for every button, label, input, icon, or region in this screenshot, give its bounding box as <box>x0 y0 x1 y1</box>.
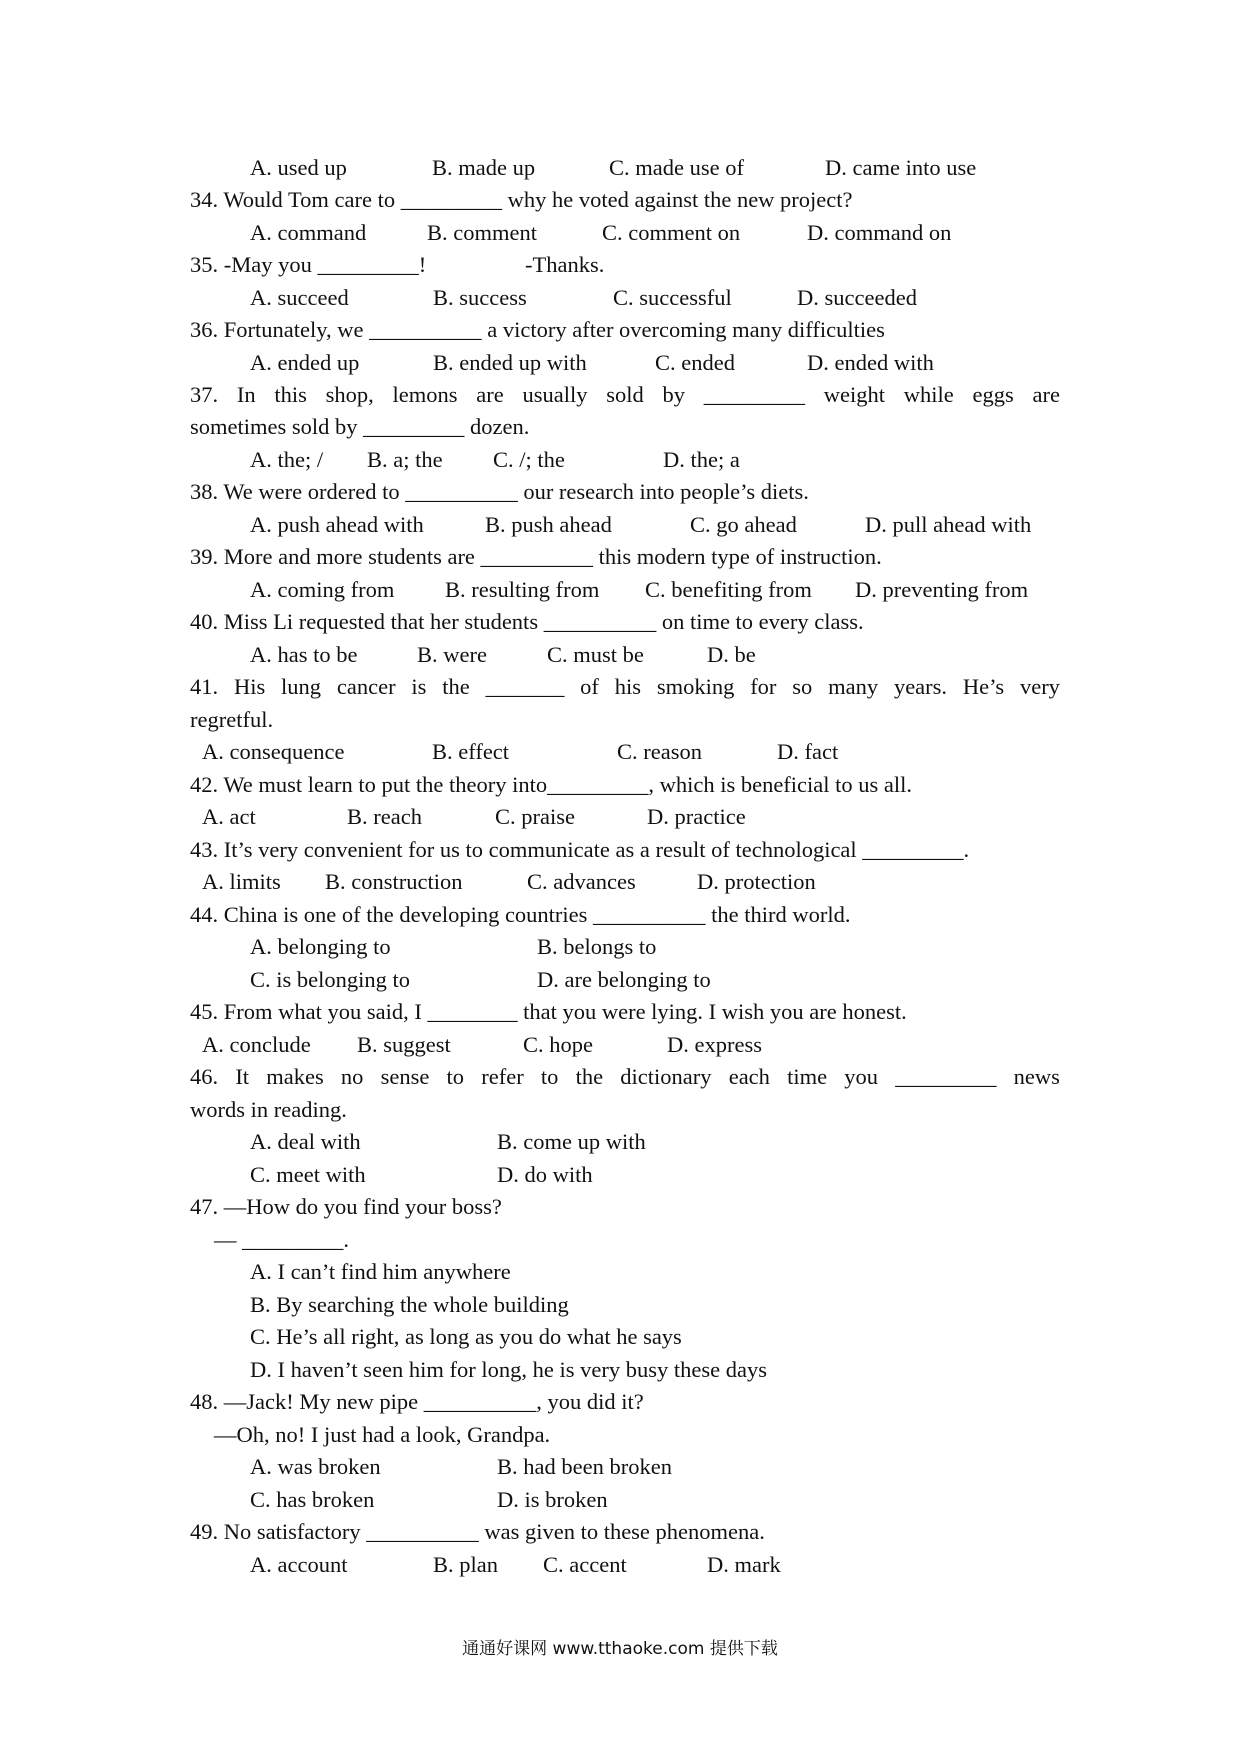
q41-word: the <box>442 674 470 699</box>
q43-option-b: B. construction <box>325 869 463 894</box>
q37-option-b: B. a; the <box>367 447 443 472</box>
q37-blank: _________ <box>703 382 806 407</box>
q38-stem: 38. We were ordered to __________ our research into people’s diets. <box>190 479 809 504</box>
q45-option-c: C. hope <box>523 1032 593 1057</box>
q46-word: makes <box>266 1064 324 1089</box>
q33-option-b: B. made up <box>432 155 536 180</box>
q49-options <box>190 1550 1060 1580</box>
q46-option-d: D. do with <box>497 1162 593 1187</box>
q35-stem-line <box>190 250 1060 280</box>
q41-word: 41. <box>190 674 219 699</box>
q48-reply-line <box>190 1420 1060 1450</box>
q48-options-row1 <box>190 1452 1060 1482</box>
q46-option-b: B. come up with <box>497 1129 646 1154</box>
q37-option-c: C. /; the <box>493 447 565 472</box>
q48-option-a: A. was broken <box>250 1454 381 1479</box>
q46-word: no <box>340 1064 364 1089</box>
q43-option-d: D. protection <box>697 869 816 894</box>
q44-option-a: A. belonging to <box>250 934 391 959</box>
q34-option-b: B. comment <box>427 220 537 245</box>
q35-reply: -Thanks. <box>525 252 605 277</box>
q49-option-c: C. accent <box>543 1552 627 1577</box>
q33-option-c: C. made use of <box>609 155 744 180</box>
q41-stem-line2: regretful. <box>190 707 274 732</box>
q44-options-row1 <box>190 932 1060 962</box>
q47-option-b-line <box>190 1290 1060 1320</box>
q33-option-a: A. used up <box>250 155 347 180</box>
q41-option-d: D. fact <box>777 739 839 764</box>
q42-stem: 42. We must learn to put the theory into_________, which is beneficial to us all. <box>190 772 913 797</box>
q37-options <box>190 445 1060 475</box>
q37-stem-line1 <box>190 380 1060 410</box>
q47-option-d: D. I haven’t seen him for long, he is very busy these days <box>250 1357 767 1382</box>
q37-word: lemons <box>392 382 458 407</box>
q42-options <box>190 802 1060 832</box>
q46-word: each <box>728 1064 770 1089</box>
q46-options-row1 <box>190 1127 1060 1157</box>
q42-option-c: C. praise <box>495 804 575 829</box>
q37-word: In <box>236 382 256 407</box>
q48-options-row2 <box>190 1485 1060 1515</box>
q46-stem-line2: words in reading. <box>190 1097 347 1122</box>
q41-word: his <box>614 674 642 699</box>
q41-word: lung <box>281 674 322 699</box>
q33-options <box>190 153 1060 183</box>
q43-option-a: A. limits <box>202 869 281 894</box>
q37-word: shop, <box>325 382 374 407</box>
q36-option-b: B. ended up with <box>433 350 587 375</box>
q36-option-c: C. ended <box>655 350 735 375</box>
q47-reply: — _________. <box>214 1227 349 1252</box>
q44-option-c: C. is belonging to <box>250 967 411 992</box>
q45-stem: 45. From what you said, I ________ that you were lying. I wish you are honest. <box>190 999 907 1024</box>
q42-option-b: B. reach <box>347 804 422 829</box>
q46-word: to <box>446 1064 465 1089</box>
q41-blank: _______ <box>485 674 565 699</box>
q37-option-a: A. the; / <box>250 447 324 472</box>
q47-option-a: A. I can’t find him anywhere <box>250 1259 511 1284</box>
q41-option-b: B. effect <box>432 739 510 764</box>
q35-option-a: A. succeed <box>250 285 349 310</box>
q40-option-d: D. be <box>707 642 756 667</box>
q46-option-a: A. deal with <box>250 1129 361 1154</box>
q38-option-d: D. pull ahead with <box>865 512 1032 537</box>
q33-option-d: D. came into use <box>825 155 977 180</box>
q44-stem: 44. China is one of the developing countries __________ the third world. <box>190 902 851 927</box>
q48-option-b: B. had been broken <box>497 1454 672 1479</box>
q38-option-a: A. push ahead with <box>250 512 424 537</box>
q46-word: to <box>540 1064 559 1089</box>
q41-word: many <box>828 674 879 699</box>
q37-word: while <box>903 382 954 407</box>
q39-option-b: B. resulting from <box>445 577 600 602</box>
q37-word: this <box>274 382 307 407</box>
q36-options <box>190 348 1060 378</box>
q42-option-d: D. practice <box>647 804 746 829</box>
q37-word: by <box>662 382 686 407</box>
q46-word: news <box>1013 1064 1060 1089</box>
q37-word: eggs <box>972 382 1014 407</box>
q37-word: are <box>1032 382 1060 407</box>
q46-word: the <box>575 1064 604 1089</box>
q46-word: sense <box>380 1064 430 1089</box>
q36-stem: 36. Fortunately, we __________ a victory after overcoming many difficulties <box>190 317 885 342</box>
q41-word: for <box>750 674 777 699</box>
q46-word: you <box>844 1064 879 1089</box>
q49-option-a: A. account <box>250 1552 348 1577</box>
q40-option-a: A. has to be <box>250 642 358 667</box>
q37-word: weight <box>823 382 886 407</box>
q41-word: of <box>580 674 599 699</box>
q49-option-b: B. plan <box>433 1552 498 1577</box>
q37-word: are <box>476 382 504 407</box>
q40-option-c: C. must be <box>547 642 644 667</box>
q48-reply: —Oh, no! I just had a look, Grandpa. <box>214 1422 551 1447</box>
q46-word: time <box>787 1064 828 1089</box>
q41-word: His <box>233 674 266 699</box>
q41-option-a: A. consequence <box>202 739 345 764</box>
q46-word: dictionary <box>620 1064 712 1089</box>
q34-option-d: D. command on <box>807 220 952 245</box>
q37-word: usually <box>522 382 588 407</box>
q36-option-d: D. ended with <box>807 350 934 375</box>
q47-option-c: C. He’s all right, as long as you do what he says <box>250 1324 682 1349</box>
q47-option-a-line <box>190 1257 1060 1287</box>
q36-option-a: A. ended up <box>250 350 360 375</box>
q40-stem: 40. Miss Li requested that her students __________ on time to every class. <box>190 609 864 634</box>
q44-option-d: D. are belonging to <box>537 967 711 992</box>
q43-options <box>190 867 1060 897</box>
q35-option-c: C. successful <box>613 285 732 310</box>
q34-option-a: A. command <box>250 220 367 245</box>
q40-options <box>190 640 1060 670</box>
q35-options <box>190 283 1060 313</box>
q35-option-b: B. success <box>433 285 527 310</box>
q47-option-c-line <box>190 1322 1060 1352</box>
q35-stem: 35. -May you _________! <box>190 252 427 277</box>
q37-stem-line2: sometimes sold by _________ dozen. <box>190 414 530 439</box>
q41-word: is <box>411 674 427 699</box>
q41-options <box>190 737 1060 767</box>
q41-word: He’s <box>962 674 1005 699</box>
q46-blank: _________ <box>895 1064 997 1089</box>
q46-word: refer <box>481 1064 524 1089</box>
q41-stem-line1 <box>190 672 1060 702</box>
q46-option-c: C. meet with <box>250 1162 366 1187</box>
q49-option-d: D. mark <box>707 1552 781 1577</box>
q46-options-row2 <box>190 1160 1060 1190</box>
q37-word: 37. <box>190 382 219 407</box>
q39-option-d: D. preventing from <box>855 577 1029 602</box>
q41-word: years. <box>893 674 948 699</box>
q45-option-b: B. suggest <box>357 1032 451 1057</box>
q38-option-b: B. push ahead <box>485 512 612 537</box>
q45-option-d: D. express <box>667 1032 762 1057</box>
q48-stem: 48. —Jack! My new pipe __________, you did it? <box>190 1389 644 1414</box>
q47-reply-line <box>190 1225 1060 1255</box>
page-footer: 通通好课网 www.tthaoke.com 提供下载 <box>462 1639 778 1659</box>
q34-stem: 34. Would Tom care to _________ why he voted against the new project? <box>190 187 853 212</box>
q43-stem: 43. It’s very convenient for us to communicate as a result of technological _________. <box>190 837 970 862</box>
q41-word: smoking <box>656 674 735 699</box>
q35-option-d: D. succeeded <box>797 285 917 310</box>
q42-option-a: A. act <box>202 804 256 829</box>
q41-option-c: C. reason <box>617 739 702 764</box>
q39-stem: 39. More and more students are __________ this modern type of instruction. <box>190 544 882 569</box>
q47-option-b: B. By searching the whole building <box>250 1292 569 1317</box>
q38-options <box>190 510 1060 540</box>
q39-options <box>190 575 1060 605</box>
q48-option-d: D. is broken <box>497 1487 608 1512</box>
q44-option-b: B. belongs to <box>537 934 657 959</box>
q47-stem: 47. —How do you find your boss? <box>190 1194 502 1219</box>
q41-word: very <box>1019 674 1060 699</box>
q47-option-d-line <box>190 1355 1060 1385</box>
q48-option-c: C. has broken <box>250 1487 375 1512</box>
q45-option-a: A. conclude <box>202 1032 311 1057</box>
q34-options <box>190 218 1060 248</box>
q45-options <box>190 1030 1060 1060</box>
q41-word: so <box>792 674 813 699</box>
q37-word: sold <box>606 382 644 407</box>
q46-word: 46. <box>190 1064 219 1089</box>
q40-option-b: B. were <box>417 642 487 667</box>
q41-word: cancer <box>336 674 396 699</box>
q34-option-c: C. comment on <box>602 220 741 245</box>
q37-option-d: D. the; a <box>663 447 740 472</box>
q46-stem-line1 <box>190 1062 1060 1092</box>
q38-option-c: C. go ahead <box>690 512 797 537</box>
q49-stem: 49. No satisfactory __________ was given to these phenomena. <box>190 1519 765 1544</box>
q39-option-a: A. coming from <box>250 577 395 602</box>
q44-options-row2 <box>190 965 1060 995</box>
q39-option-c: C. benefiting from <box>645 577 812 602</box>
q46-word: It <box>235 1064 250 1089</box>
q43-option-c: C. advances <box>527 869 636 894</box>
